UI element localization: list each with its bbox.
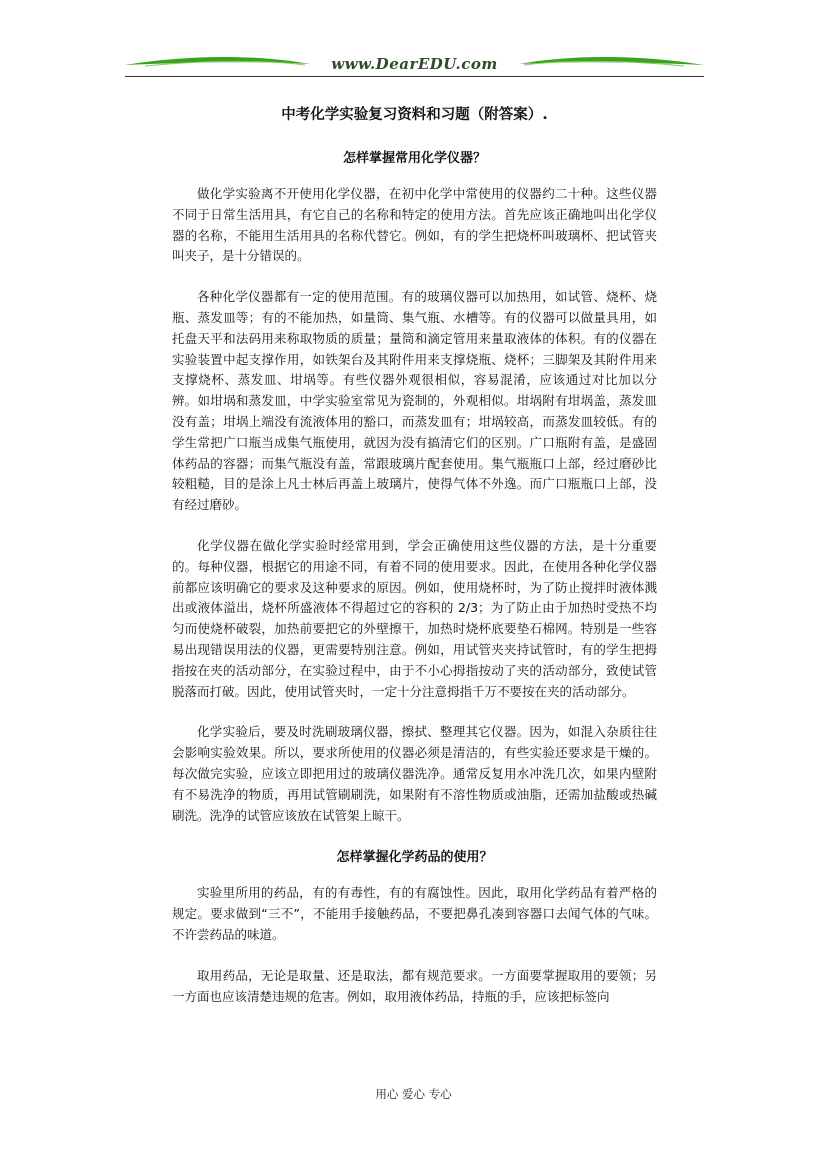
document-title: 中考化学实验复习资料和习题（附答案）. [281, 107, 548, 123]
site-header [125, 52, 704, 78]
section-heading-instruments: 怎样掌握常用化学仪器？ [342, 151, 486, 166]
paragraph: 化学仪器在做化学实验时经常用到，学会正确使用这些仪器的方法，是十分重要的。每种仪器，根据它的用途不同，有着不同的使用要求。因此，在使用各种化学仪器前都应该明确它的要求及这种要求的原因。例如，使用烧杯时，为了防止搅拌时液体溅出或液体溢出，烧杯所盛液体不得超过它的容积的 2/3；为了防止由于加热时受热不均匀而使烧杯破裂，加热前要把它的外壁擦干，加热时烧杯底要垫石棉网。特别是一些容易出现错误用法的仪器，更需要特别注意。例如，用试管夹夹持试管时，有的学生把拇指按在夹的活动部分，在实验过程中，由于不小心拇指按动了夹的活动部分，致使试管脱落而打破。因此，使用试管夹时，一定十分注意拇指千万不要按在夹的活动部分。 [172, 537, 657, 699]
paragraph: 做化学实验离不开使用化学仪器，在初中化学中常使用的仪器约二十种。这些仪器不同于日常生活用具，有它自己的名称和特定的使用方法。首先应该正确地叫出化学仪器的名称，不能用生活用具的名称代替它。例如，有的学生把烧杯叫玻璃杯、把试管夹叫夹子，是十分错误的。 [172, 186, 657, 264]
section-heading-chemicals: 怎样掌握化学药品的使用？ [336, 850, 493, 866]
site-url: www.DearEDU.com [331, 55, 498, 73]
document-body [172, 95, 657, 1027]
paragraph: 化学实验后，要及时洗刷玻璃仪器，擦拭、整理其它仪器。因为，如混入杂质往往会影响实验效果。所以，要求所使用的仪器必须是清洁的，有些实验还要求是干燥的。每次做完实验，应该立即把用过的玻璃仪器洗净。通常反复用水冲洗几次，如果内壁附有不易洗净的物质，再用试管刷刷洗，如果附有不溶性物质或油脂，还需加盐酸或热碱刷洗。洗净的试管应该放在试管架上晾干。 [172, 724, 657, 823]
paragraph: 实验里所用的药品，有的有毒性，有的有腐蚀性。因此，取用化学药品有着严格的规定。要求做到“三不”，不能用手接触药品，不要把鼻孔凑到容器口去闻气体的气味。不许尝药品的味道。 [172, 885, 657, 942]
header-divider [125, 76, 704, 77]
paragraph: 各种化学仪器都有一定的使用范围。有的玻璃仪器可以加热用，如试管、烧杯、烧瓶、蒸发皿等；有的不能加热，如量筒、集气瓶、水槽等。有的仪器可以做量具用，如托盘天平和法码用来称取物质的质量；量筒和滴定管用来量取液体的体积。有的仪器在实验装置中起支撑作用，如铁架台及其附件用来支撑烧瓶、烧杯；三脚架及其附件用来支撑烧杯、蒸发皿、坩埚等。有些仪器外观很相似，容易混淆，应该通过对比加以分辨。如坩埚和蒸发皿，中学实验室常见为瓷制的，外观相似。坩埚附有坩埚盖，蒸发皿没有盖；坩埚上端没有流液体用的豁口，而蒸发皿有；坩埚较高，而蒸发皿较低。有的学生常把广口瓶当成集气瓶使用，就因为没有搞清它们的区别。广口瓶附有盖，是盛固体药品的容器；而集气瓶没有盖，常跟玻璃片配套使用。集气瓶瓶口上部，经过磨砂比较粗糙，目的是涂上凡士林后再盖上玻璃片，使得气体不外逸。而广口瓶瓶口上部，没有经过磨砂。 [172, 289, 657, 513]
paragraph: 取用药品，无论是取量、还是取法，都有规范要求。一方面要掌握取用的要领；另一方面也应该清楚违规的危害。例如，取用液体药品，持瓶的手，应该把标签向 [172, 967, 657, 1004]
page-footer: 用心 爱心 专心 [375, 1087, 452, 1101]
